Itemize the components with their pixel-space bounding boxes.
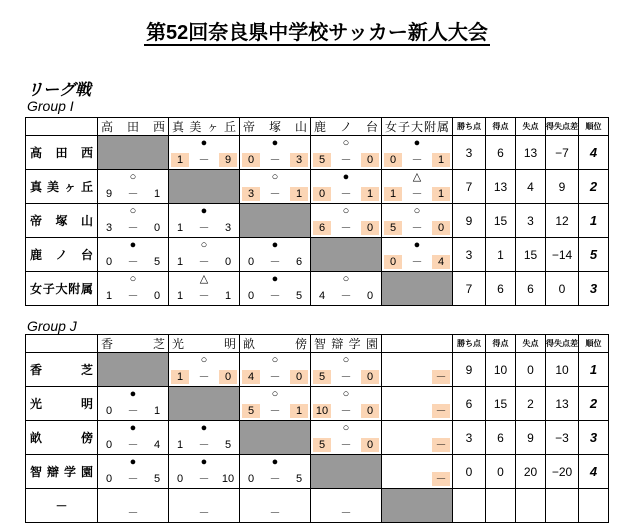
score-for: 5 [313,438,331,452]
goals-against-cell: 9 [516,421,546,455]
self-match-cell [382,489,453,523]
match-cell [98,238,169,272]
match-cell [169,272,240,306]
score-separator: － [127,222,139,234]
goals-against-cell: 15 [516,238,546,272]
row-header-team: － [26,489,98,523]
score-against: 5 [153,256,161,268]
score-separator: － [340,439,352,451]
row-header-team: 帝 塚 山 [26,204,98,238]
score-separator: － [340,188,352,200]
score-against: 0 [153,290,161,302]
row-header-team: 真 美 ヶ 丘 [26,170,98,204]
score-for: 6 [313,221,331,235]
rank-cell: 3 [579,421,609,455]
rank-cell: 2 [579,170,609,204]
result-icon: ● [129,456,137,468]
result-icon: ○ [271,171,279,183]
column-header-team [382,335,453,353]
rank-cell: 1 [579,204,609,238]
score-against: 1 [432,187,450,201]
result-icon: ○ [342,422,350,434]
match-cell [382,353,453,387]
match-cell [98,204,169,238]
result-icon: ○ [200,354,208,366]
row-header-team: 高 田 西 [26,136,98,170]
goals-for-cell [486,489,516,523]
match-cell [169,421,240,455]
match-cell [311,136,382,170]
stat-header: 得点 [486,118,516,136]
row-header-team: 畝 傍 [26,421,98,455]
match-cell [311,272,382,306]
score-for: 0 [384,153,402,167]
score-separator: － [127,290,139,302]
score-separator: － [127,473,139,485]
score-against [361,506,379,520]
score-for: 1 [171,153,189,167]
stat-header: 順位 [579,118,609,136]
match-cell [382,387,453,421]
match-cell [311,387,382,421]
header-row [26,335,609,353]
result-icon: ● [271,239,279,251]
score-separator: － [198,507,210,519]
score-for: 5 [384,221,402,235]
goal-diff-cell: −20 [546,455,579,489]
row-header-team: 香 芝 [26,353,98,387]
score-separator: － [198,256,210,268]
rank-cell: 4 [579,136,609,170]
score-separator: － [340,290,352,302]
score-against: 5 [295,473,303,485]
result-icon: ● [129,388,137,400]
goals-against-cell: 4 [516,170,546,204]
group-j-label: Group J [27,318,77,334]
score-separator: － [340,154,352,166]
match-cell [382,238,453,272]
page-title-text: 第52回奈良県中学校サッカー新人大会 [146,22,488,44]
result-icon: △ [199,273,209,285]
score-separator: － [340,371,352,383]
match-cell [169,238,240,272]
result-icon: ○ [129,273,137,285]
rank-cell: 4 [579,455,609,489]
score-for: 1 [176,222,184,234]
score-against: 0 [361,370,379,384]
score-for: 1 [171,370,189,384]
score-against: 1 [290,404,308,418]
score-against: 5 [224,439,232,451]
column-header-team: 光 明 [169,335,240,353]
score-for: 0 [105,473,113,485]
score-for: 1 [384,187,402,201]
self-match-cell [240,421,311,455]
result-icon: ○ [200,239,208,251]
result-icon: ● [129,422,137,434]
result-icon: ● [200,205,208,217]
match-cell [169,353,240,387]
match-cell [311,353,382,387]
score-separator: － [269,188,281,200]
table-row [26,170,609,204]
match-cell [98,455,169,489]
result-icon: ● [200,137,208,149]
stat-header: 失点 [516,118,546,136]
score-against: 0 [290,370,308,384]
self-match-cell [169,387,240,421]
column-header-team: 真 美 ヶ 丘 [169,118,240,136]
match-cell [240,353,311,387]
goals-for-cell: 6 [486,272,516,306]
pending-score: － [432,404,450,418]
goal-diff-cell [546,489,579,523]
section-heading: リーグ戦 [27,82,92,99]
stat-header: 勝ち点 [453,118,486,136]
score-for: 1 [176,290,184,302]
score-against: 0 [432,221,450,235]
score-separator: － [411,256,423,268]
column-header-team: 畝 傍 [240,335,311,353]
score-against: 0 [153,222,161,234]
score-for: 1 [176,439,184,451]
stat-header: 失点 [516,335,546,353]
score-separator: － [127,439,139,451]
self-match-cell [382,272,453,306]
score-against: 1 [153,188,161,200]
score-for: 3 [242,187,260,201]
score-separator: － [198,473,210,485]
score-separator: － [411,154,423,166]
page-title [0,16,634,45]
match-cell [240,455,311,489]
result-icon: ○ [342,137,350,149]
score-for: 0 [247,290,255,302]
result-icon: ○ [413,205,421,217]
score-against: 0 [361,438,379,452]
goals-against-cell: 13 [516,136,546,170]
score-against: 5 [153,473,161,485]
match-cell [382,170,453,204]
stat-header: 得失点差 [546,335,579,353]
match-cell [98,421,169,455]
points-cell: 3 [453,136,486,170]
pending-score: － [432,438,450,452]
result-icon: ● [413,239,421,251]
score-for: 0 [247,256,255,268]
match-cell [311,421,382,455]
pending-score: － [432,370,450,384]
score-for: 0 [242,153,260,167]
score-for: 0 [105,256,113,268]
score-for [100,506,118,520]
stat-header: 勝ち点 [453,335,486,353]
match-cell [169,136,240,170]
result-icon: ○ [129,205,137,217]
result-icon: ○ [271,354,279,366]
score-against: 1 [224,290,232,302]
score-separator: － [411,222,423,234]
header-row [26,118,609,136]
stat-header: 順位 [579,335,609,353]
score-against [148,506,166,520]
score-separator: － [269,256,281,268]
match-cell [169,455,240,489]
score-for: 0 [105,405,113,417]
goals-for-cell: 15 [486,387,516,421]
column-header-team: 智 辯 学 園 [311,335,382,353]
goals-for-cell: 6 [486,136,516,170]
rank-cell: 3 [579,272,609,306]
score-against: 0 [361,221,379,235]
score-against: 1 [361,187,379,201]
score-separator: － [127,188,139,200]
score-for [171,506,189,520]
result-icon: ● [342,171,350,183]
goals-for-cell: 10 [486,353,516,387]
match-cell [98,387,169,421]
score-for: 9 [105,188,113,200]
match-cell [311,170,382,204]
score-for [313,506,331,520]
match-cell [98,170,169,204]
table-row [26,421,609,455]
match-cell [240,272,311,306]
goals-for-cell: 6 [486,421,516,455]
goals-against-cell: 3 [516,204,546,238]
goal-diff-cell: −3 [546,421,579,455]
score-separator: － [127,256,139,268]
match-cell [240,136,311,170]
self-match-cell [311,238,382,272]
result-icon: △ [412,171,422,183]
score-separator: － [198,439,210,451]
league-table-1 [25,334,609,523]
self-match-cell [98,136,169,170]
score-separator: － [269,154,281,166]
points-cell: 3 [453,238,486,272]
result-icon: ● [271,137,279,149]
points-cell: 9 [453,204,486,238]
score-against: 0 [366,290,374,302]
result-icon: ● [271,456,279,468]
score-separator: － [269,405,281,417]
column-header-team: 香 芝 [98,335,169,353]
score-against: 0 [219,370,237,384]
self-match-cell [98,353,169,387]
score-separator: － [269,473,281,485]
match-cell [311,489,382,523]
table-row [26,272,609,306]
goals-against-cell: 20 [516,455,546,489]
score-for: 5 [313,370,331,384]
pending-score: － [432,472,450,486]
score-against: 4 [153,439,161,451]
result-icon: ● [200,456,208,468]
score-for: 0 [247,473,255,485]
match-cell [382,421,453,455]
score-for: 0 [105,439,113,451]
match-cell [169,204,240,238]
table-row [26,204,609,238]
match-cell [240,489,311,523]
score-separator: － [198,154,210,166]
result-icon: ○ [129,171,137,183]
table-row [26,387,609,421]
score-against: 3 [290,153,308,167]
group-i-label: Group I [27,98,74,114]
score-for: 5 [242,404,260,418]
score-separator: － [127,405,139,417]
score-for: 0 [384,255,402,269]
table-row [26,489,609,523]
result-icon: ○ [271,388,279,400]
match-cell [382,204,453,238]
match-cell [98,272,169,306]
result-icon: ● [271,273,279,285]
table-row [26,455,609,489]
goals-for-cell: 15 [486,204,516,238]
goals-for-cell: 1 [486,238,516,272]
result-icon: ● [129,239,137,251]
score-separator: － [127,507,139,519]
match-cell [240,170,311,204]
goals-for-cell: 0 [486,455,516,489]
corner-cell [26,118,98,136]
score-separator: － [340,507,352,519]
points-cell: 6 [453,387,486,421]
column-header-team: 高 田 西 [98,118,169,136]
score-for: 3 [105,222,113,234]
goals-against-cell [516,489,546,523]
result-icon: ○ [342,273,350,285]
goal-diff-cell: 10 [546,353,579,387]
score-separator: － [198,371,210,383]
self-match-cell [169,170,240,204]
result-icon: ● [200,422,208,434]
self-match-cell [311,455,382,489]
goal-diff-cell: 12 [546,204,579,238]
rank-cell: 1 [579,353,609,387]
score-against: 3 [224,222,232,234]
goal-diff-cell: 13 [546,387,579,421]
result-icon: ○ [342,354,350,366]
score-separator: － [198,290,210,302]
goal-diff-cell: 9 [546,170,579,204]
table-row [26,353,609,387]
league-table-0 [25,117,609,306]
match-cell [382,455,453,489]
row-header-team: 鹿 ノ 台 [26,238,98,272]
match-cell [98,489,169,523]
result-icon: ○ [342,205,350,217]
score-for [242,506,260,520]
result-icon: ● [413,137,421,149]
score-against: 0 [361,153,379,167]
goals-for-cell: 13 [486,170,516,204]
stat-header: 得点 [486,335,516,353]
row-header-team: 智 辯 学 園 [26,455,98,489]
score-separator: － [411,188,423,200]
goals-against-cell: 2 [516,387,546,421]
points-cell: 3 [453,421,486,455]
score-against: 9 [219,153,237,167]
score-for: 4 [242,370,260,384]
column-header-team: 帝 塚 山 [240,118,311,136]
score-separator: － [269,290,281,302]
column-header-team: 女子大附属 [382,118,453,136]
points-cell: 7 [453,272,486,306]
goal-diff-cell: −14 [546,238,579,272]
points-cell: 0 [453,455,486,489]
score-for: 1 [176,256,184,268]
score-separator: － [340,405,352,417]
score-against: 5 [295,290,303,302]
match-cell [240,238,311,272]
score-for: 5 [313,153,331,167]
score-separator: － [198,222,210,234]
score-against: 10 [221,473,235,485]
score-against: 6 [295,256,303,268]
score-against: 0 [361,404,379,418]
score-for: 1 [105,290,113,302]
rank-cell [579,489,609,523]
goals-against-cell: 6 [516,272,546,306]
points-cell: 7 [453,170,486,204]
score-separator: － [269,371,281,383]
goal-diff-cell: 0 [546,272,579,306]
score-against: 0 [224,256,232,268]
score-separator: － [340,222,352,234]
table-row [26,238,609,272]
score-against [290,506,308,520]
match-cell [169,489,240,523]
score-against: 4 [432,255,450,269]
rank-cell: 5 [579,238,609,272]
row-header-team: 光 明 [26,387,98,421]
goals-against-cell: 0 [516,353,546,387]
self-match-cell [240,204,311,238]
result-icon: ○ [342,388,350,400]
score-separator: － [269,507,281,519]
column-header-team: 鹿 ノ 台 [311,118,382,136]
match-cell [240,387,311,421]
points-cell [453,489,486,523]
score-for: 10 [313,404,331,418]
score-against: 1 [153,405,161,417]
match-cell [311,204,382,238]
row-header-team: 女子大附属 [26,272,98,306]
stat-header: 得失点差 [546,118,579,136]
match-cell [382,136,453,170]
rank-cell: 2 [579,387,609,421]
score-against [219,506,237,520]
points-cell: 9 [453,353,486,387]
score-for: 4 [318,290,326,302]
score-against: 1 [290,187,308,201]
score-against: 1 [432,153,450,167]
corner-cell [26,335,98,353]
score-for: 0 [313,187,331,201]
score-for: 0 [176,473,184,485]
table-row [26,136,609,170]
goal-diff-cell: −7 [546,136,579,170]
